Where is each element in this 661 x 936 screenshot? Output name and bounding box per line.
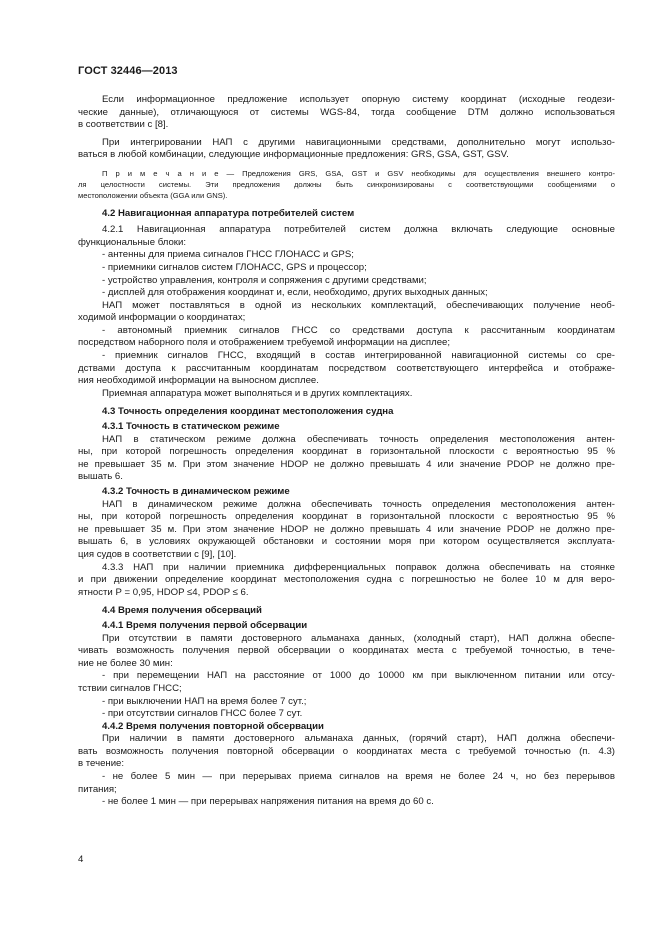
paragraph-integration	[78, 137, 615, 162]
subsection-heading-4-3-1: 4.3.1 Точность в статическом режиме	[102, 421, 280, 433]
paragraph-static-accuracy	[78, 434, 615, 484]
paragraph-4-2-1	[78, 224, 615, 249]
text-line: в течение:	[78, 758, 125, 770]
note-line: ля целостности системы. Эти предложения должны быть синхронизированы с соответствующими сообщениями о	[78, 180, 615, 190]
text-line: и при движении определение координат местоположения судна с погрешностью не более 10 м для веро-	[78, 574, 615, 586]
list-item	[78, 287, 615, 300]
text-line: функциональные блоки:	[78, 236, 187, 248]
text-line: тствии сигналов ГНСС;	[78, 682, 182, 694]
text-line: ны, при которой погрешность определения координат в горизонтальной плоскости с вероятностью 95 %	[78, 511, 615, 523]
paragraph-dtm	[78, 94, 615, 132]
text-line: питания;	[78, 783, 117, 795]
text-line: не превышает 35 м. При этом значение HDOP не должно превышать 4 или значение PDOP не должно пре-	[78, 458, 615, 470]
list-item	[78, 771, 615, 796]
text-line: - автономный приемник сигналов ГНСС со средствами доступа к рассчитанным координатам	[102, 324, 615, 336]
list-item	[78, 325, 615, 350]
paragraph-hot-start	[78, 733, 615, 771]
text-line: вышать 6.	[78, 471, 123, 483]
text-line: в соответствии с [8].	[78, 119, 169, 131]
text-line: вышать 6, в условиях окружающей обстановки и состоянии моря при котором осуществляется эксплуата-	[78, 536, 615, 548]
text-line: НАП в статическом режиме должна обеспечивать точность определения местоположения антен-	[102, 433, 615, 445]
list-item	[78, 262, 615, 275]
text-line: НАП в динамическом режиме должна обеспечивать точность определения местоположения антен-	[102, 498, 615, 510]
document-body	[78, 94, 615, 809]
text-line: Приемная аппаратура может выполняться и в других комплектациях.	[102, 387, 413, 399]
section-heading-4-4: 4.4 Время получения обсерваций	[102, 605, 262, 617]
text-line: не превышает 35 м. При этом значение HDOP не должно превышать 4 или значение PDOP не должно пре-	[78, 523, 615, 535]
page-number: 4	[78, 854, 84, 865]
text-line: ние не более 30 мин:	[78, 657, 173, 669]
list-item	[78, 249, 615, 262]
list-item	[78, 350, 615, 388]
note-line: местоположении объекта (GGA или GNS).	[78, 191, 228, 201]
list-item	[78, 670, 615, 695]
list-item	[78, 696, 615, 709]
text-line: - приемники сигналов систем ГЛОНАСС, GPS и процессор;	[102, 261, 367, 273]
text-line: 4.2.1 Навигационная аппаратура потребителей систем должна включать следующие основные	[102, 224, 615, 236]
text-line: - устройство управления, контроля и сопряжения с другими средствами;	[102, 274, 427, 286]
text-line: ходимой информации о координатах;	[78, 312, 246, 324]
text-line: - приемник сигналов ГНСС, входящий в состав интегрированной навигационной системы со сре-	[102, 350, 615, 362]
paragraph-4-3-3	[78, 562, 615, 600]
list-item	[78, 275, 615, 288]
note	[78, 168, 615, 202]
text-line: - при выключении НАП на время более 7 сут.;	[102, 695, 307, 707]
text-line: При отсутствии в памяти достоверного альманаха данных, (холодный старт), НАП должна обеспе-	[102, 632, 615, 644]
list-item	[78, 708, 615, 721]
text-line: чивать возможность получения первой обсервации о координатах места с требуемой точностью, в тече-	[78, 645, 615, 657]
text-line: ваться в любой комбинации, следующие информационные предложения: GRS, GSA, GST, GSV.	[78, 149, 509, 161]
text-line: ятности Р = 0,95, HDOP ≤4, PDOP ≤ 6.	[78, 586, 249, 598]
text-line: Если информационное предложение использует опорную систему координат (исходные геодези-	[102, 94, 615, 105]
paragraph-dynamic-accuracy	[78, 499, 615, 562]
text-line: ция судов в соответствии с [9], [10].	[78, 548, 237, 560]
subsection-heading-4-3-2: 4.3.2 Точность в динамическом режиме	[102, 486, 290, 497]
paragraph-cold-start	[78, 633, 615, 671]
text-line: - при отсутствии сигналов ГНСС более 7 сут.	[102, 708, 303, 720]
subsection-heading-4-4-1: 4.4.1 Время получения первой обсервации	[102, 619, 308, 631]
text-line: При интегрировании НАП с другими навигационными средствами, дополнительно могут использо-	[102, 136, 615, 148]
note-line: П р и м е ч а н и е — Предложения GRS, GSA, GST и GSV необходимы для осуществления внешнего контро-	[102, 168, 615, 178]
text-line: - дисплей для отображения координат и, если, необходимо, других выходных данных;	[102, 287, 488, 299]
text-line: - антенны для приема сигналов ГНСС ГЛОНАСС и GPS;	[102, 249, 354, 261]
text-line: вать возможность получения повторной обсервации о координатах места с требуемой точностью (п. 4.3)	[78, 745, 615, 757]
text-line: - не более 1 мин — при перерывах напряжения питания на время до 60 с.	[102, 796, 434, 808]
text-line: ния необходимой информации на выносном дисплее.	[78, 375, 319, 387]
subsection-heading-4-4-2: 4.4.2 Время получения повторной обсервации	[102, 720, 324, 732]
text-line: 4.3.3 НАП при наличии приемника дифференциальных поправок должна обеспечивать на стоянке	[102, 561, 615, 573]
text-line: При наличии в памяти достоверного альманаха данных, (горячий старт), НАП должна обеспечи-	[102, 733, 615, 745]
text-line: - при перемещении НАП на расстояние от 1000 до 10000 км при выключенном питании или отсу-	[102, 670, 615, 682]
text-line: посредством наборного поля и отображением требуемой информации на дисплее;	[78, 337, 451, 349]
document-header: ГОСТ 32446—2013	[78, 65, 178, 77]
text-line: НАП может поставляться в одной из нескольких комплектаций, обеспечивающих получение необ-	[102, 299, 615, 311]
paragraph-other-configs	[78, 388, 615, 401]
text-line: ны, при которой погрешность определения координат в горизонтальной плоскости с вероятностью 95 %	[78, 446, 615, 458]
text-line: - не более 5 мин — при перерывах приема сигналов на время не более 24 ч, но без перерывов	[102, 771, 615, 783]
section-heading-4-2: 4.2 Навигационная аппаратура потребителей систем	[102, 207, 355, 219]
text-line: дствами доступа к рассчитанным координатам посредством соответствующего интерфейса и отображе-	[78, 362, 615, 374]
paragraph-configurations	[78, 300, 615, 325]
section-heading-4-3: 4.3 Точность определения координат местоположения судна	[102, 406, 394, 418]
list-item	[78, 796, 615, 809]
text-line: ческие данные), отличающуюся от системы WGS-84, тогда сообщение DTM должно использоваться	[78, 106, 615, 118]
